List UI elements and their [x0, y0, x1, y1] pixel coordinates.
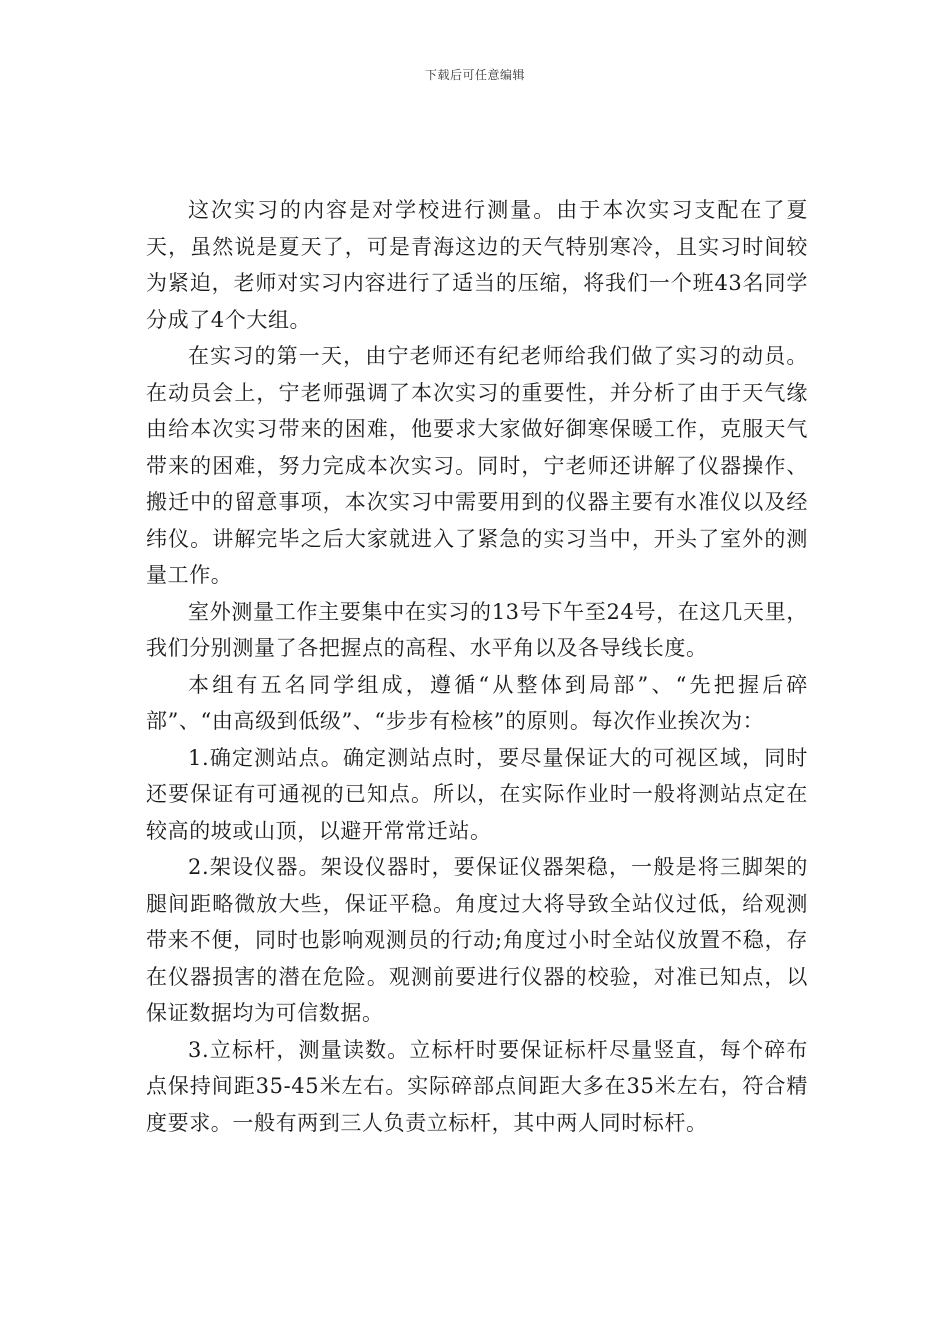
page-header-note: 下载后可任意编辑	[424, 68, 525, 82]
paragraph-step-1: 1.确定测站点。确定测站点时，要尽量保证大的可视区域，同时还要保证有可通视的已知点。所以，在实际作业时一般将测站点定在较高的坡或山顶，以避开常常迁站。	[146, 745, 808, 843]
document-body	[146, 192, 808, 1141]
paragraph-intro: 这次实习的内容是对学校进行测量。由于本次实习支配在了夏天，虽然说是夏天了，可是青海这边的天气特别寒冷，且实习时间较为紧迫，老师对实习内容进行了适当的压缩，将我们一个班43名同学分成了4个大组。	[146, 198, 808, 332]
paragraph-step-2: 2.架设仪器。架设仪器时，要保证仪器架稳，一般是将三脚架的腿间距略微放大些，保证平稳。角度过大将导致全站仪过低，给观测带来不便，同时也影响观测员的行动;角度过小时全站仪放置不稳，存在仪器损害的潜在危险。观测前要进行仪器的校验，对准已知点，以保证数据均为可信数据。	[146, 855, 808, 1025]
paragraph-first-day: 在实习的第一天，由宁老师还有纪老师给我们做了实习的动员。在动员会上，宁老师强调了本次实习的重要性，并分析了由于天气缘由给本次实习带来的困难，他要求大家做好御寒保暖工作，克服天气带来的困难，努力完成本次实习。同时，宁老师还讲解了仪器操作、搬迁中的留意事项，本次实习中需要用到的仪器主要有水准仪以及经纬仪。讲解完毕之后大家就进入了紧急的实习当中，开头了室外的测量工作。	[146, 344, 808, 587]
paragraph-outdoor-work: 室外测量工作主要集中在实习的13号下午至24号，在这几天里，我们分别测量了各把握点的高程、水平角以及各导线长度。	[146, 599, 808, 660]
paragraph-group-principles: 本组有五名同学组成，遵循“从整体到局部”、“先把握后碎部”、“由高级到低级”、“步步有检核”的原则。每次作业挨次为：	[146, 672, 808, 733]
paragraph-step-3: 3.立标杆，测量读数。立标杆时要保证标杆尽量竖直，每个碎布点保持间距35-45米左右。实际碎部点间距大多在35米左右，符合精度要求。一般有两到三人负责立标杆，其中两人同时标杆。	[146, 1037, 808, 1135]
